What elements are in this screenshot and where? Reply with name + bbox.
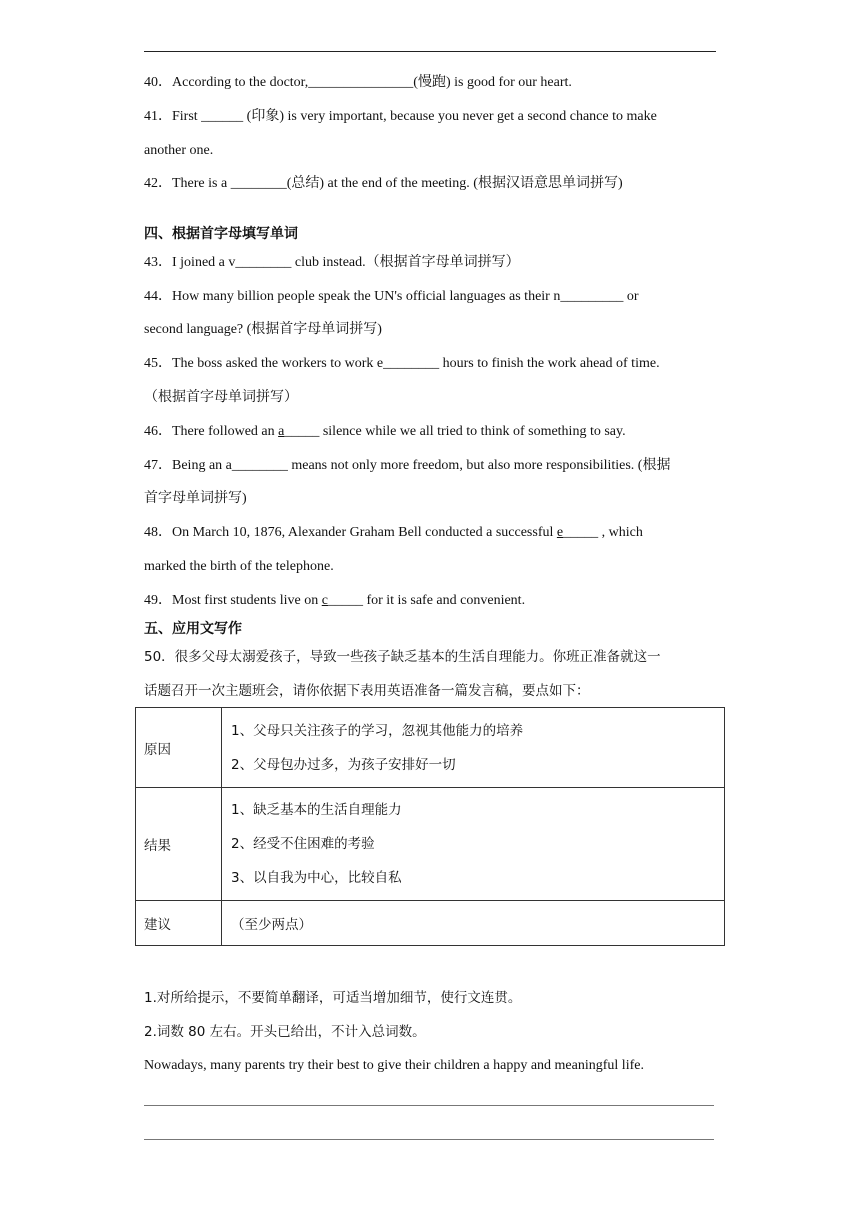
question-41-line-1: 41．First ______ (印象) is very important, because you never get a second chance to make xyxy=(144,109,657,124)
question-47-line-1: 47．Being an a________ means not only more freedom, but also more responsibilities. (根据 xyxy=(144,458,671,473)
question-45-line-1: 45．The boss asked the workers to work e________ hours to finish the work ahead of time. xyxy=(144,356,660,371)
note-2: 2.词数 80 左右。开头已给出，不计入总词数。 xyxy=(144,1024,426,1040)
question-48-line-1 xyxy=(144,523,643,543)
q49-rest: _____ for it is safe and convenient. xyxy=(327,593,526,608)
question-47-line-2: 首字母单词拼写) xyxy=(144,491,247,506)
question-41-line-2: another one. xyxy=(144,143,214,158)
table-label: 原因 xyxy=(136,708,222,788)
q46-initial: a xyxy=(278,424,285,439)
q49-text: 49．Most first students live on xyxy=(144,593,322,608)
table-label: 结果 xyxy=(136,788,222,901)
table-label: 建议 xyxy=(136,901,222,946)
table-item: 1、父母只关注孩子的学习，忽视其他能力的培养 xyxy=(231,722,524,739)
question-49 xyxy=(144,591,525,611)
q46-text: 46．There followed an xyxy=(144,424,279,439)
table-item: （至少两点） xyxy=(231,917,312,933)
q48-initial: e xyxy=(556,525,564,540)
table-item: 2、父母包办过多，为孩子安排好一切 xyxy=(231,756,456,773)
question-43: 43．I joined a v________ club instead.（根据首字母单词拼写） xyxy=(144,255,520,270)
question-42: 42．There is a ________(总结) at the end of the meeting. (根据汉语意思单词拼写) xyxy=(144,176,623,191)
table-content xyxy=(222,708,725,788)
question-45-line-2: （根据首字母单词拼写） xyxy=(144,390,298,405)
table-content xyxy=(222,901,725,946)
question-40: 40．According to the doctor,_______________(慢跑) is good for our heart. xyxy=(144,75,572,90)
table-item: 3、以自我为中心，比较自私 xyxy=(231,870,402,886)
table-item: 1、缺乏基本的生活自理能力 xyxy=(231,802,402,818)
question-44-line-2: second language? (根据首字母单词拼写) xyxy=(144,322,382,337)
section-4-heading: 四、根据首字母填写单词 xyxy=(144,226,298,242)
question-46 xyxy=(144,422,626,442)
essay-opening: Nowadays, many parents try their best to give their children a happy and meaningful life. xyxy=(144,1058,644,1073)
q49-initial: c xyxy=(321,593,328,608)
note-1: 1.对所给提示，不要简单翻译，可适当增加细节，使行文连贯。 xyxy=(144,990,522,1006)
table-row-reasons xyxy=(136,708,725,788)
header-rule xyxy=(144,51,716,52)
question-44-line-1: 44．How many billion people speak the UN's official languages as their n_________ or xyxy=(144,289,639,304)
question-50-line-1: 50．很多父母太溺爱孩子，导致一些孩子缺乏基本的生活自理能力。你班正准备就这一 xyxy=(144,649,661,665)
table-item: 2、经受不住困难的考验 xyxy=(231,836,375,852)
section-5-heading: 五、应用文写作 xyxy=(144,621,242,637)
answer-line xyxy=(144,1105,714,1106)
question-50-line-2: 话题召开一次主题班会，请你依据下表用英语准备一篇发言稿，要点如下： xyxy=(144,683,590,699)
q48-text: 48．On March 10, 1876, Alexander Graham Bell conducted a successful xyxy=(144,525,557,540)
q48-rest: _____ , which xyxy=(563,525,643,540)
answer-line xyxy=(144,1139,714,1140)
q46-rest: _____ silence while we all tried to think of something to say. xyxy=(284,424,626,439)
table-row-suggestions xyxy=(136,901,725,946)
writing-prompt-table xyxy=(135,707,725,946)
table-content xyxy=(222,788,725,901)
question-48-line-2: marked the birth of the telephone. xyxy=(144,559,334,574)
table-row-results xyxy=(136,788,725,901)
